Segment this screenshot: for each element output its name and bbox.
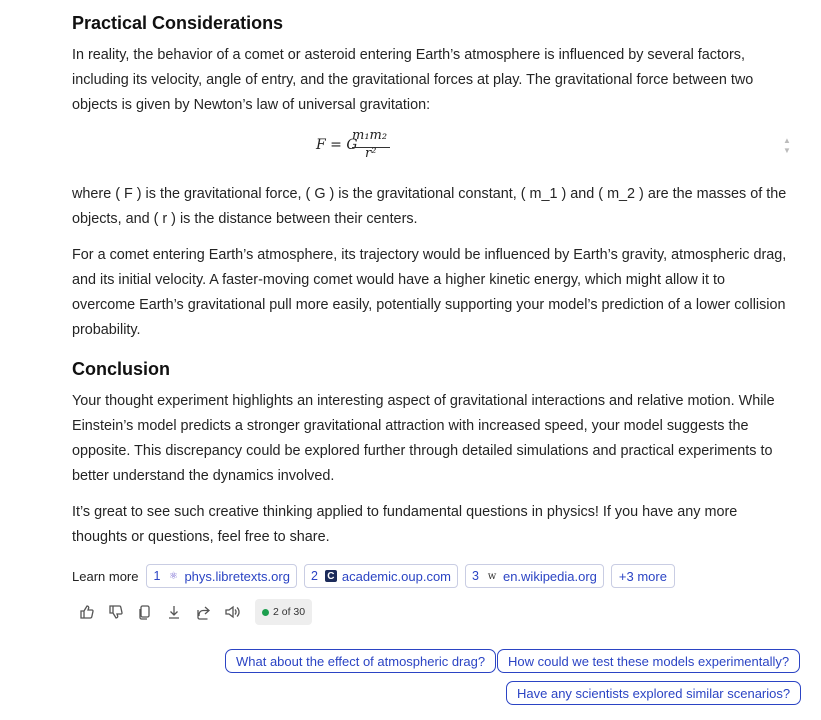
gravitation-formula: [314, 126, 424, 166]
source-number: 2: [310, 569, 318, 583]
formula-numerator: m₁m₂: [352, 128, 388, 143]
paragraph-where: where ( F ) is the gravitational force, ( G ) is the gravitational constant, ( m_1 ) and ( m_2 ) are the masses of the objects, and ( r ) is the distance between their centers.: [72, 186, 787, 227]
response-counter: [255, 599, 312, 625]
counter-text: 2 of 30: [273, 606, 306, 618]
formula-denominator: r²: [365, 146, 377, 161]
scroll-up-icon[interactable]: ▲: [783, 136, 791, 145]
source-link-3[interactable]: [465, 564, 604, 588]
thumbs-down-icon[interactable]: [107, 603, 125, 621]
source-number: 1: [153, 569, 161, 583]
source-link-2[interactable]: [304, 564, 458, 588]
message-actions: [78, 598, 312, 626]
copy-icon[interactable]: [136, 603, 154, 621]
atom-icon: ⚛: [168, 570, 178, 582]
speaker-icon[interactable]: [223, 603, 241, 621]
suggestion-test-models[interactable]: How could we test these models experimentally?: [497, 649, 800, 673]
paragraph-conclusion: Your thought experiment highlights an interesting aspect of gravitational interactions and relative motion. While Einstein’s model predicts a stronger gravitational attraction with increased speed, your model suggests the opposite. This discrepancy could be explored further through detailed simulations and practical experiments to better understand the dynamics involved.: [72, 393, 775, 484]
formula-scroll-arrows[interactable]: [782, 136, 792, 158]
status-dot: [262, 609, 269, 616]
source-link-1[interactable]: [146, 564, 296, 588]
share-icon[interactable]: [194, 603, 212, 621]
formula-lhs: F = G: [316, 137, 358, 153]
scroll-down-icon[interactable]: ▼: [783, 146, 791, 155]
paragraph-closing: It’s great to see such creative thinking applied to fundamental questions in physics! If you have any more thoughts or questions, feel free to share.: [72, 504, 738, 545]
learn-more-label: Learn more: [72, 568, 139, 584]
suggestion-atmospheric-drag[interactable]: What about the effect of atmospheric drag?: [225, 649, 496, 673]
source-label: en.wikipedia.org: [502, 568, 597, 584]
paragraph-intro: In reality, the behavior of a comet or asteroid entering Earth’s atmosphere is influenced by several factors, including its velocity, angle of entry, and the gravitational forces at play. The gravitational force between two objects is given by Newton’s law of universal gravitation:: [72, 47, 754, 113]
oup-icon: C: [325, 570, 337, 582]
download-icon[interactable]: [165, 603, 183, 621]
section-heading-conclusion: Conclusion: [72, 359, 170, 379]
thumbs-up-icon[interactable]: [78, 603, 96, 621]
source-label: academic.oup.com: [341, 568, 452, 584]
more-sources-button[interactable]: +3 more: [611, 564, 675, 588]
source-label: phys.libretexts.org: [184, 568, 290, 584]
paragraph-comet: For a comet entering Earth’s atmosphere, its trajectory would be influenced by Earth’s gravity, atmospheric drag, and its initial velocity. A faster-moving comet would have a higher kinetic energy, which might allow it to overcome Earth’s gravitational pull more easily, potentially supporting your model’s prediction of a lower collision probability.: [72, 247, 787, 338]
wikipedia-icon: w: [487, 570, 497, 582]
section-heading-practical: Practical Considerations: [72, 13, 284, 33]
suggestion-scientists-explored[interactable]: Have any scientists explored similar scenarios?: [506, 681, 801, 705]
learn-more-bar: [72, 564, 682, 588]
source-number: 3: [472, 569, 479, 583]
